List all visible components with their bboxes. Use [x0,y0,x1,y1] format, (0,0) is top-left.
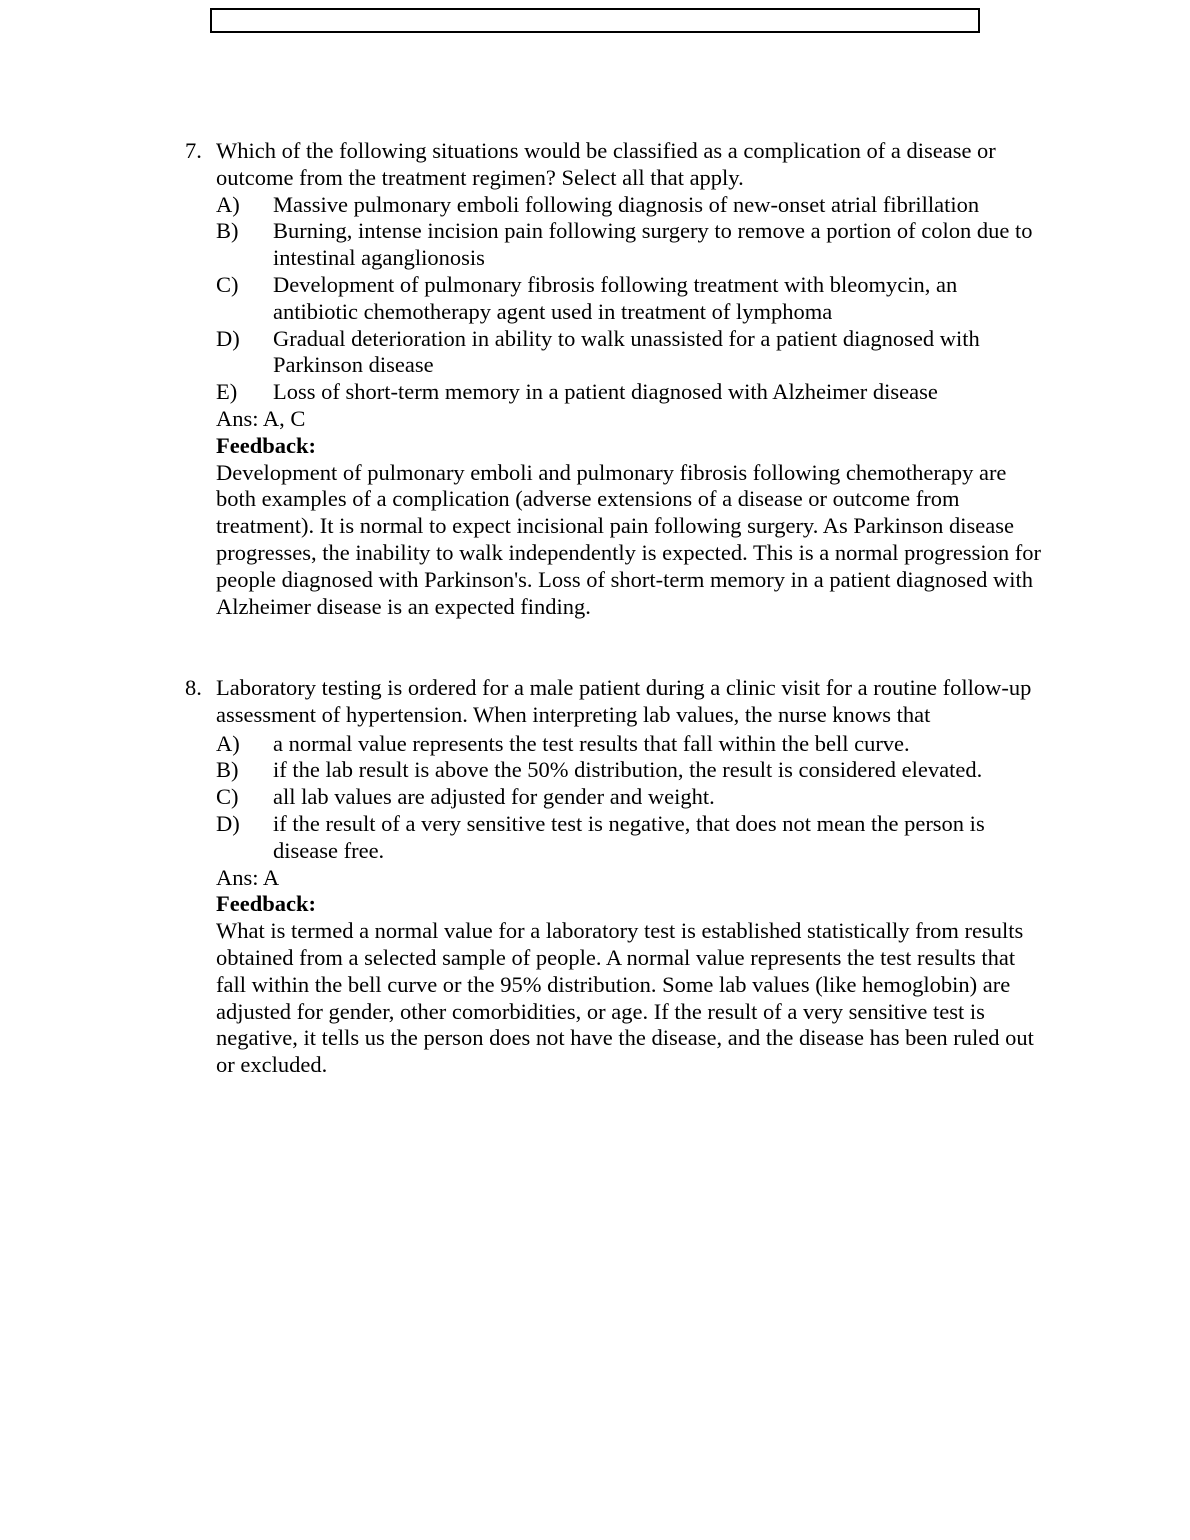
question-8 [185,675,1045,1079]
option-letter: D) [216,325,240,351]
feedback-label: Feedback: [216,891,316,917]
feedback-text: What is termed a normal value for a laboratory test is established statistically from results obtained from a selected sample of people. A normal value represents the test results that fall within the bell curve or the 95% distribution. Some lab values (like hemoglobin) are adjusted for gender, other comorbidities, or age. If the result of a very sensitive test is negative, it tells us the person does not have the disease, and the disease has been ruled out or excluded. [216,918,1034,1078]
option-letter: C) [216,271,239,297]
option-letter: C) [216,784,239,810]
option-text: Development of pulmonary fibrosis following treatment with bleomycin, an antibiotic chemotherapy agent used in treatment of lymphoma [273,271,958,324]
option-list [216,192,1045,406]
question-number: 7. [185,138,202,163]
option-text: Loss of short-term memory in a patient diagnosed with Alzheimer disease [273,379,938,405]
option-d [216,326,1045,380]
option-letter: D) [216,810,240,836]
question-text: Which of the following situations would be classified as a complication of a disease or outcome from the treatment regimen? Select all that apply. [216,138,996,190]
option-c [216,784,1045,811]
option-a [216,731,1045,758]
option-text: if the lab result is above the 50% distribution, the result is considered elevated. [273,757,983,783]
option-list [216,731,1045,865]
option-letter: E) [216,379,238,405]
option-b [216,218,1045,272]
option-text: if the result of a very sensitive test is negative, that does not mean the person is disease free. [273,810,985,863]
option-d [216,811,1045,865]
question-stem [185,138,1045,192]
feedback-label: Feedback: [216,432,316,458]
option-text: all lab values are adjusted for gender and weight. [273,784,715,810]
option-e [216,379,1045,406]
option-a [216,192,1045,219]
option-letter: A) [216,730,240,756]
option-text: Gradual deterioration in ability to walk unassisted for a patient diagnosed with Parkinson disease [273,325,980,378]
option-text: Burning, intense incision pain following surgery to remove a portion of colon due to intestinal aganglionosis [273,218,1033,271]
answer: Ans: A [216,864,280,890]
option-letter: B) [216,757,239,783]
option-text: Massive pulmonary emboli following diagnosis of new-onset atrial fibrillation [273,191,980,217]
option-text: a normal value represents the test results that fall within the bell curve. [273,730,910,756]
option-b [216,757,1045,784]
option-letter: B) [216,218,239,244]
question-7 [185,138,1045,620]
header-box [210,8,980,33]
option-c [216,272,1045,326]
option-letter: A) [216,191,240,217]
feedback-text: Development of pulmonary emboli and pulmonary fibrosis following chemotherapy are both examples of a complication (adverse extensions of a disease or outcome from treatment). It is normal to expect incisional pain following surgery. As Parkinson disease progresses, the inability to walk independently is expected. This is a normal progression for people diagnosed with Parkinson's. Loss of short-term memory in a patient diagnosed with Alzheimer disease is an expected finding. [216,459,1042,619]
answer: Ans: A, C [216,405,306,431]
question-stem [185,675,1045,729]
question-text: Laboratory testing is ordered for a male patient during a clinic visit for a routine follow-up assessment of hypertension. When interpreting lab values, the nurse knows that [216,675,1032,727]
question-number: 8. [185,675,202,700]
